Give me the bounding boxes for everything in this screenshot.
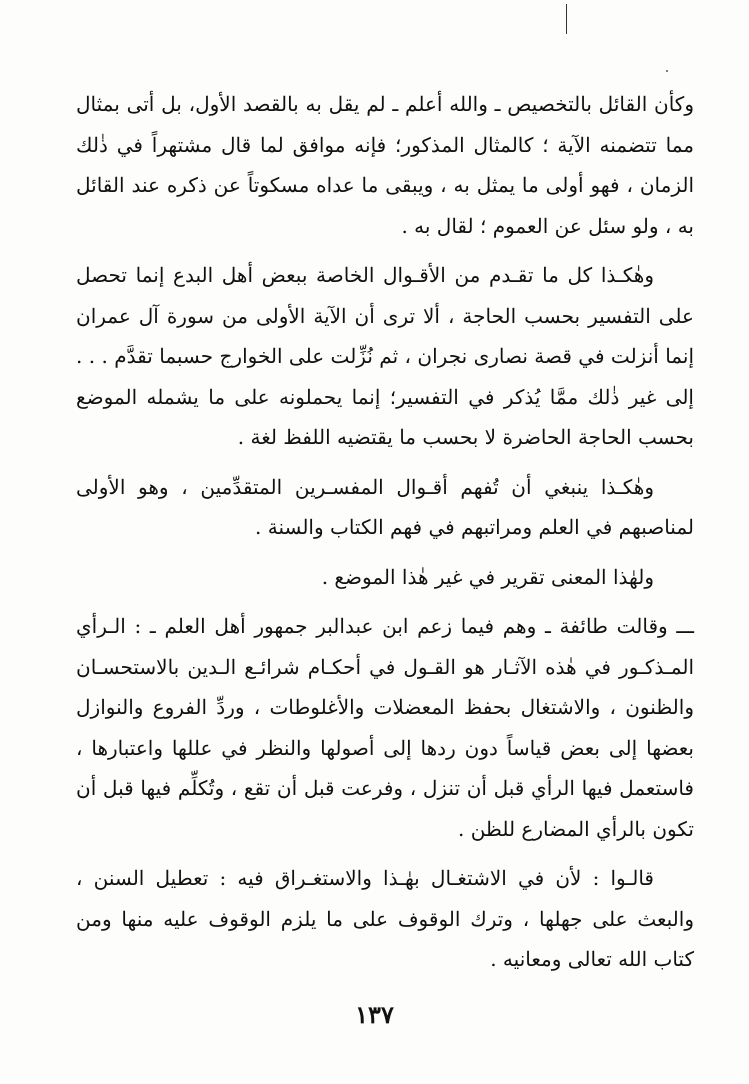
body-text [76, 84, 694, 980]
scan-speck [666, 70, 668, 72]
scan-margin-mark [566, 4, 567, 34]
paragraph-3: وهٰكـذا ينبغي أن تُفهم أقـوال المفسـرين المتقدِّمين ، وهو الأولى لمناصبهم في العلم ومراتبهم في فهم الكتاب والسنة . [76, 474, 694, 539]
page-number: ١٣٧ [355, 1000, 394, 1029]
paragraph-4: ولهٰذا المعنى تقرير في غير هٰذا الموضع . [321, 564, 654, 589]
paragraph-2: وهٰكـذا كل ما تقـدم من الأقـوال الخاصة ببعض أهل البدع إنما تحصل على التفسير بحسب الحاجة ، ألا ترى أن الآية الأولى من سورة آل عمران إنما أنزلت في قصة نصارى نجران ، ثم نُزِّلت على الخوارج حسبما تقدَّم . . . إلى غير ذٰلك ممَّا يُذكر في التفسير؛ إنما يحملونه على ما يشمله الموضع بحسب الحاجة الحاضرة لا بحسب ما يقتضيه اللفظ لغة . [76, 263, 694, 449]
paragraph-6: قالـوا : لأن في الاشتغـال بهٰـذا والاستغـراق فيه : تعطيل السنن ، والبعث على جهلها ، وترك الوقوف على ما يلزم الوقوف عليه منها ومن كتاب الله تعالى ومعانيه . [76, 866, 694, 971]
paragraph-5: ـــ وقالت طائفة ـ وهم فيما زعم ابن عبدالبر جمهور أهل العلم ـ : الـرأي المـذكـور في هٰذه الآثـار هو القـول في أحكـام شرائـع الـدين بالاستحسـان والظنون ، والاشتغال بحفظ المعضلات والأغلوطات ، وردِّ الفروع والنوازل بعضها إلى بعض قياساً دون ردها إلى أصولها والنظر في عللها واعتبارها ، فاستعمل فيها الرأي قبل أن تنزل ، وفرعت قبل أن تقع ، وتُكلِّم فيها قبل أن تكون بالرأي المضارع للظن . [76, 614, 694, 841]
paragraph-1: وكأن القائل بالتخصيص ـ والله أعلم ـ لم يقل به بالقصد الأول، بل أتى بمثال مما تتضمنه الآية ؛ كالمثال المذكور؛ فإنه موافق لما قال مشتهراً في ذٰلك الزمان ، فهو أولى ما يمثل به ، ويبقى ما عداه مسكوتاً عن ذكره عند القائل به ، ولو سئل عن العموم ؛ لقال به . [76, 92, 694, 238]
